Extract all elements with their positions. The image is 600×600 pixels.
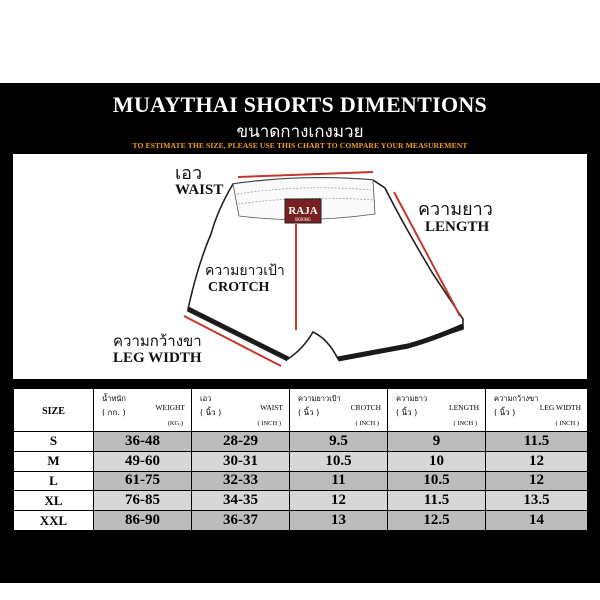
page-subtitle: TO ESTIMATE THE SIZE, PLEASE USE THIS CHART TO COMPARE YOUR MEASUREMENT bbox=[132, 141, 468, 150]
table-row bbox=[14, 511, 588, 531]
weight-cell: 49-60 bbox=[94, 451, 192, 471]
header-leg-width: ความกว้างขา ( นิ้ว ) LEG WIDTH ( INCH ) bbox=[486, 389, 588, 432]
leg-width-label-thai: ความกว้างขา bbox=[113, 332, 202, 350]
crotch-cell: 11 bbox=[290, 471, 388, 491]
length-cell: 11.5 bbox=[388, 491, 486, 511]
leg-width-label: LEG WIDTH bbox=[113, 350, 202, 366]
brand-logo: RAJA bbox=[288, 205, 318, 217]
size-cell: S bbox=[14, 432, 94, 452]
header-waist: เอว ( นิ้ว ) WAIST ( INCH ) bbox=[192, 389, 290, 432]
size-cell: L bbox=[14, 471, 94, 491]
shorts-diagram bbox=[13, 154, 587, 379]
length-cell: 12.5 bbox=[388, 511, 486, 531]
size-cell: M bbox=[14, 451, 94, 471]
weight-cell: 61-75 bbox=[94, 471, 192, 491]
header-crotch: ความยาวเป้า ( นิ้ว ) CROTCH ( INCH ) bbox=[290, 389, 388, 432]
crotch-cell: 13 bbox=[290, 511, 388, 531]
page-title-thai: ขนาดกางเกงมวย bbox=[236, 122, 364, 142]
waist-cell: 36-37 bbox=[192, 511, 290, 531]
crotch-label: CROTCH bbox=[208, 280, 270, 295]
leg-width-cell: 13.5 bbox=[486, 491, 588, 511]
leg-width-cell: 14 bbox=[486, 511, 588, 531]
leg-width-cell: 12 bbox=[486, 451, 588, 471]
size-cell: XXL bbox=[14, 511, 94, 531]
waist-cell: 30-31 bbox=[192, 451, 290, 471]
waist-line bbox=[238, 172, 373, 177]
length-cell: 10.5 bbox=[388, 471, 486, 491]
waist-cell: 34-35 bbox=[192, 491, 290, 511]
table-row bbox=[14, 471, 588, 491]
table-header-row bbox=[14, 389, 588, 432]
brand-subtitle: BOXING bbox=[295, 217, 311, 222]
weight-cell: 36-48 bbox=[94, 432, 192, 452]
weight-cell: 86-90 bbox=[94, 511, 192, 531]
length-cell: 10 bbox=[388, 451, 486, 471]
waist-label: WAIST bbox=[175, 182, 224, 198]
crotch-cell: 10.5 bbox=[290, 451, 388, 471]
leg-width-cell: 12 bbox=[486, 471, 588, 491]
shorts-illustration bbox=[13, 154, 587, 379]
weight-cell: 76-85 bbox=[94, 491, 192, 511]
size-table bbox=[13, 388, 588, 531]
page-title: MUAYTHAI SHORTS DIMENTIONS bbox=[112, 92, 488, 117]
waist-cell: 32-33 bbox=[192, 471, 290, 491]
table-row bbox=[14, 432, 588, 452]
header-weight: น้ำหนัก ( กก. ) WEIGHT (KG.) bbox=[94, 389, 192, 432]
leg-width-cell: 11.5 bbox=[486, 432, 588, 452]
waist-cell: 28-29 bbox=[192, 432, 290, 452]
header-size: SIZE bbox=[14, 389, 94, 432]
table-row bbox=[14, 491, 588, 511]
size-cell: XL bbox=[14, 491, 94, 511]
length-label-thai: ความยาว bbox=[418, 199, 493, 220]
length-label: LENGTH bbox=[425, 219, 490, 235]
length-cell: 9 bbox=[388, 432, 486, 452]
table-row bbox=[14, 451, 588, 471]
crotch-cell: 12 bbox=[290, 491, 388, 511]
crotch-label-thai: ความยาวเป้า bbox=[205, 263, 285, 279]
waist-label-thai: เอว bbox=[175, 163, 203, 184]
crotch-cell: 9.5 bbox=[290, 432, 388, 452]
header-length: ความยาว ( นิ้ว ) LENGTH ( INCH ) bbox=[388, 389, 486, 432]
